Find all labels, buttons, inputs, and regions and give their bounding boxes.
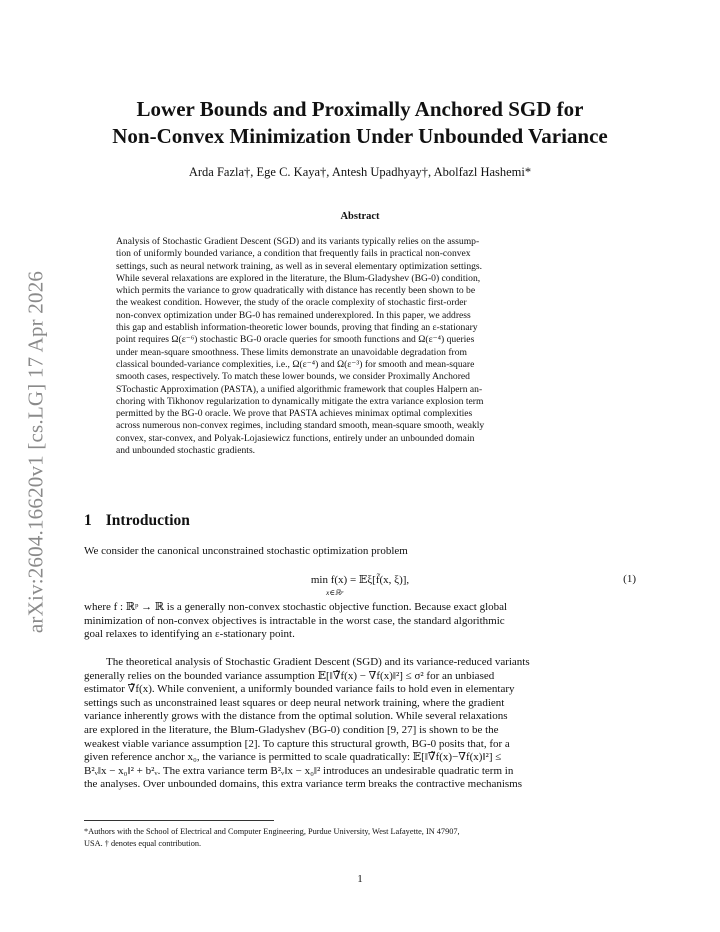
equation-expression: min f(x) = 𝔼ξ[f̃(x, ξ)], [310, 574, 410, 586]
intro-paragraph-2 [84, 601, 636, 642]
section-title: Introduction [105, 512, 190, 529]
body-line: The theoretical analysis of Stochastic Gradient Descent (SGD) and its variance-reduced variants [106, 656, 530, 668]
abstract-body [116, 236, 604, 457]
body-line: given reference anchor x₀, the variance is permitted to scale quadratically: 𝔼[‖∇̃f(x)−∇f(x)‖²] ≤ [84, 751, 502, 764]
abstract-line: STochastic Approximation (PASTA), a unified algorithmic framework that couples Halpern an- [116, 383, 483, 395]
body-line: the analyses. Over unbounded domains, this extra variance term breaks the contractive mechanisms [84, 778, 523, 791]
body-line: variance inherently grows with the distance from the optimal solution. While several relaxations [84, 710, 508, 723]
intro-paragraph-1: We consider the canonical unconstrained stochastic optimization problem [84, 545, 408, 557]
body-line: where f : ℝᵖ → ℝ is a generally non-convex stochastic objective function. Because exact global [84, 601, 508, 613]
abstract-heading: Abstract [340, 211, 380, 222]
title-line-1: Lower Bounds and Proximally Anchored SGD for [136, 97, 584, 121]
abstract-line: across numerous non-convex regimes, including standard smooth, mean-square smooth, weakly [116, 420, 485, 432]
intro-paragraph-3 [84, 656, 636, 792]
abstract-line: non-convex optimization under BG-0 has remained underexplored. In this paper, we address [116, 309, 471, 321]
abstract-line: the weakest condition. However, the study of the oracle complexity of stochastic first-order [116, 297, 467, 309]
abstract-line: tion of uniformly bounded variance, a condition that frequently fails in practical non-convex [116, 248, 471, 260]
body-line: goal relaxes to identifying an ε-stationary point. [84, 628, 295, 641]
section-heading [84, 512, 190, 530]
title-line-2: Non-Convex Minimization Under Unbounded Variance [112, 124, 608, 148]
abstract-line: under mean-square smoothness. These limits demonstrate an unavoidable degradation from [116, 346, 467, 358]
paper-title [60, 96, 660, 150]
abstract-line: this gap and establish information-theoretic lower bounds, proving that finding an ε-stationary [116, 322, 478, 334]
body-line: generally relies on the bounded variance assumption 𝔼[‖∇̃f(x) − ∇f(x)‖²] ≤ σ² for an unbiased [84, 669, 495, 682]
abstract-line: While several relaxations are explored in the literature, the Blum-Gladyshev (BG-0) condition, [116, 272, 481, 284]
abstract-line: convex, star-convex, and Polyak-Lojasiewicz functions, entirely under an unbounded domain [116, 432, 475, 444]
abstract-line: settings, such as neural network training, as well as in several elementary optimization settings. [116, 260, 483, 272]
footnote [84, 826, 636, 849]
body-line: weakest viable variance assumption [2]. To capture this structural growth, BG-0 posits that, for a [84, 737, 510, 750]
body-line: minimization of non-convex objectives is intractable in the worst case, the standard algorithmic [84, 614, 505, 627]
author-list: Arda Fazla†, Ege C. Kaya†, Antesh Upadhyay†, Abolfazl Hashemi* [188, 165, 532, 179]
abstract-line: choring with Tikhonov regularization to dynamically mitigate the extra variance explosion term [116, 395, 484, 407]
body-line: settings such as unconstrained least squares or deep neural network training, where the gradient [84, 696, 505, 709]
footnote-line: USA. † denotes equal contribution. [84, 838, 202, 848]
abstract-line: which permits the variance to grow quadratically with distance has recently been shown to be [116, 285, 476, 297]
abstract-line: classical bounded-variance complexities, i.e., Ω(ε⁻⁴) and Ω(ε⁻³) for smooth and mean-square [116, 358, 475, 370]
equation-number: (1) [623, 573, 636, 585]
body-line: estimator ∇̃f(x). While convenient, a uniformly bounded variance fails to hold even in elementary [84, 683, 515, 696]
abstract-line: permitted by the BG-0 oracle. We prove that PASTA achieves minimax optimal complexities [116, 408, 473, 420]
abstract-line: and unbounded stochastic gradients. [116, 445, 256, 457]
body-line: are explored in the literature, the Blum-Gladyshev (BG-0) condition [9, 27] is shown to be the [84, 723, 499, 736]
footnote-line: *Authors with the School of Electrical and Computer Engineering, Purdue University, West Lafayette, IN 47907, [84, 827, 460, 836]
page-number: 1 [357, 873, 363, 885]
arxiv-identifier: arXiv:2604.16620v1 [cs.LG] 17 Apr 2026 [23, 270, 48, 634]
abstract-line: point requires Ω(ε⁻⁶) stochastic BG-0 oracle queries for smooth functions and Ω(ε⁻⁴) queries [116, 334, 475, 346]
footnote-rule [84, 820, 274, 821]
body-line: B²ᵥ‖x − x₀‖² + b²ᵥ. The extra variance term B²ᵥ‖x − x₀‖² introduces an undesirable quadratic term in [84, 764, 514, 777]
section-number: 1 [84, 512, 92, 529]
equation-subscript: x∈ℝᵖ [326, 588, 343, 597]
abstract-line: Analysis of Stochastic Gradient Descent (SGD) and its variants typically relies on the assump- [116, 236, 480, 247]
abstract-line: smooth cases, respectively. To match these lower bounds, we consider Proximally Anchored [116, 371, 470, 383]
